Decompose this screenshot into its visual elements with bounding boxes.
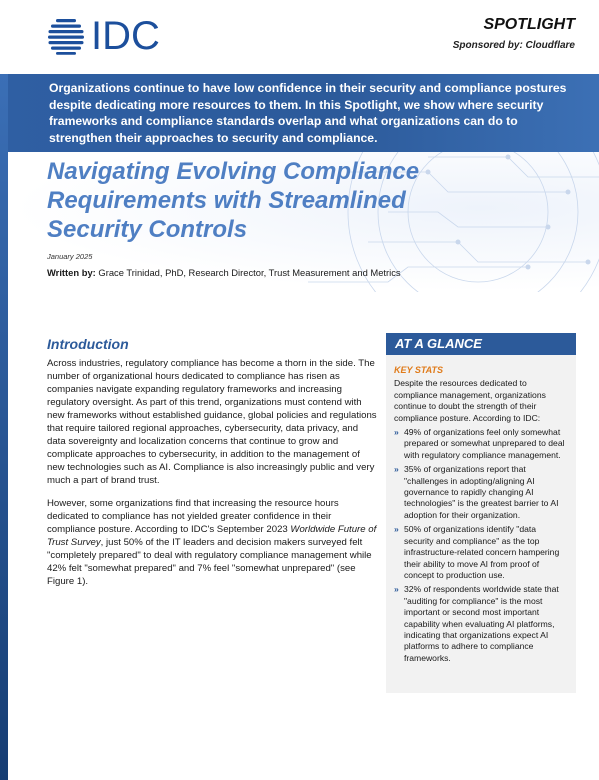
survey-title: Worldwide Future of Trust Survey xyxy=(47,524,377,548)
intro-paragraph-1: Across industries, regulatory compliance has become a thorn in the side. The number of organizational hours dedicated to compliance has risen as companies navigate expanding regulatory frameworks and increasing regulatory oversight. As part of this trend, organizations must contend with new frameworks without established guidance, global policies and regulations that require tailored regional approaches, cybersecurity, data privacy, and data sovereignty and localization concerns that continue to grow and complicate approaches to cybersecurity, in addition to the management of new technologies such as AI. Compliance is also increasingly public and very much a part of brand trust. xyxy=(47,358,377,486)
header xyxy=(0,0,599,74)
idc-logo xyxy=(47,16,160,56)
at-a-glance-heading: AT A GLANCE xyxy=(386,333,576,355)
summary-text: Organizations continue to have low confidence in their security and compliance postures despite dedicating more resources to them. In this Spotlight, we show where security frameworks and compliance standards overlap and what organizations can do to strengthen their approaches to security and compliance. xyxy=(49,81,567,145)
globe-icon xyxy=(47,17,85,55)
page-title: Navigating Evolving Compliance Requirements with Streamlined Security Controls xyxy=(47,158,420,243)
bullet-chevron-icon: » xyxy=(394,464,399,475)
at-a-glance-sidebar xyxy=(386,333,576,693)
byline-label: Written by: xyxy=(47,267,96,278)
introduction-body xyxy=(47,357,377,598)
sponsor-line: Sponsored by: Cloudflare xyxy=(452,40,575,51)
stat-item: » 32% of respondents worldwide state that "auditing for compliance" is the most important or second most important capability when evaluating AI platforms, indicating that organizations expect AI platforms to adhere to compliance frameworks. xyxy=(394,584,559,663)
bullet-chevron-icon: » xyxy=(394,427,399,438)
byline-author: Grace Trinidad, PhD, Research Director, Trust Measurement and Metrics xyxy=(98,267,401,278)
intro-paragraph-2: However, some organizations find that increasing the resource hours dedicated to compliance has not yielded greater confidence in their compliance posture. According to IDC's September 2023 Worldwide Future of Trust Survey, just 50% of the IT leaders and decision makers surveyed felt "completely prepared" to deal with regulatory compliance management while 42% felt "somewhat prepared" and 7% feel "somewhat unprepared" (see Figure 1). xyxy=(47,498,377,587)
logo-wordmark: IDC xyxy=(91,14,160,58)
doc-type-label: SPOTLIGHT xyxy=(483,16,575,33)
introduction-heading: Introduction xyxy=(47,336,129,352)
stat-item: » 49% of organizations feel only somewhat prepared or somewhat unprepared to deal with regulatory compliance management. xyxy=(394,427,565,460)
stat-item: » 50% of organizations identify "data security and compliance" as the top infrastructure-related concern hampering their ability to move AI from proof of concept to production use. xyxy=(394,524,560,580)
left-accent-bar xyxy=(0,74,8,780)
bullet-chevron-icon: » xyxy=(394,524,399,535)
key-stats-label: KEY STATS xyxy=(394,365,444,375)
bullet-chevron-icon: » xyxy=(394,584,399,595)
summary-banner xyxy=(8,74,599,152)
key-stats-lede: Despite the resources dedicated to compliance management, organizations continue to doubt the strength of their compliance posture. According to IDC: xyxy=(394,378,546,423)
publication-date: January 2025 xyxy=(47,252,93,261)
byline xyxy=(47,267,401,278)
stat-item: » 35% of organizations report that "challenges in adopting/aligning AI governance to rapidly changing AI technologies" is the greatest barrier to AI adoption for their organization. xyxy=(394,464,559,520)
